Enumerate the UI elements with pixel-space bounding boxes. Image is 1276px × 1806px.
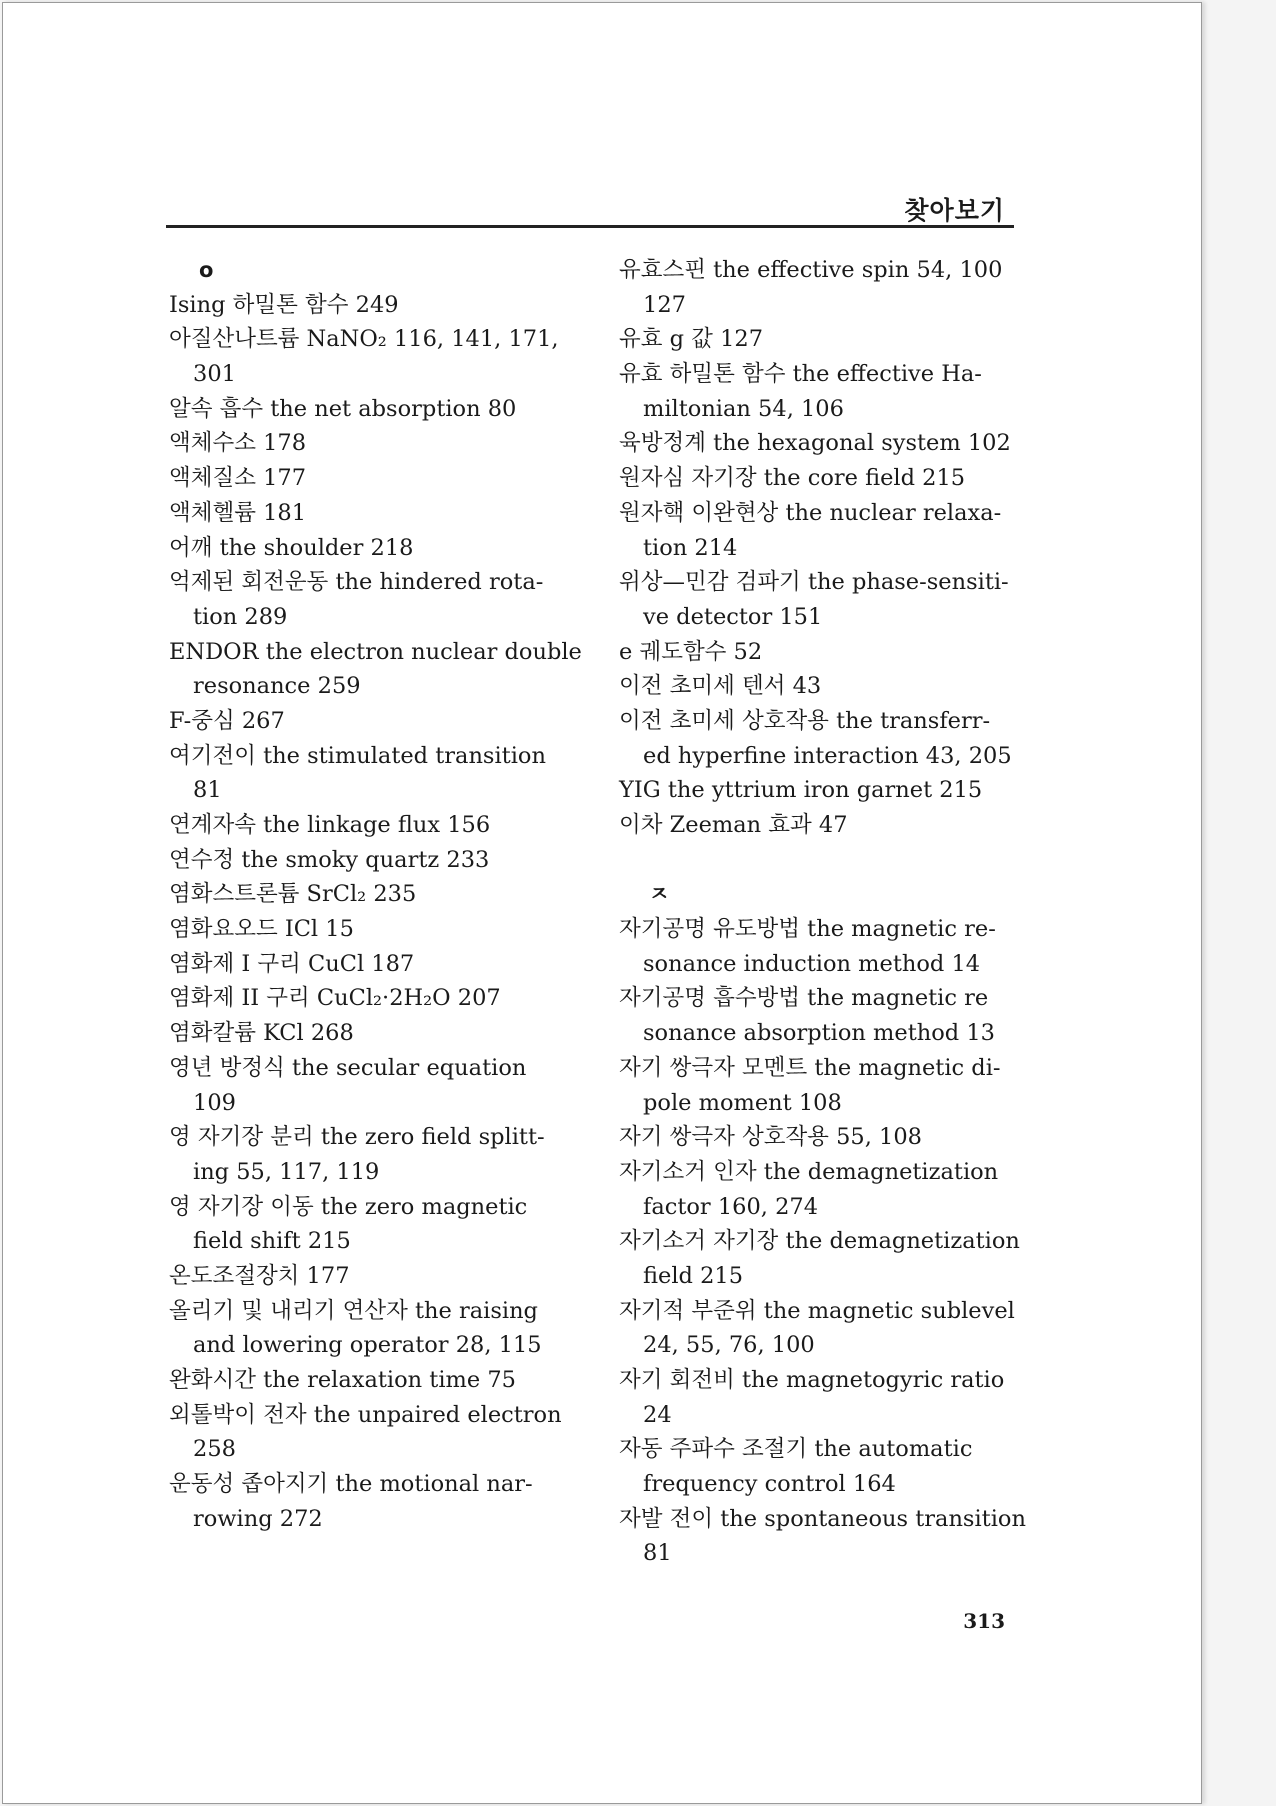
index-entry: 자동 주파수 조절기 the automatic [619, 1436, 973, 1463]
section-letter: o [199, 258, 214, 282]
index-entry: F-중심 267 [169, 707, 285, 734]
index-entry-continuation: ing 55, 117, 119 [193, 1158, 380, 1185]
index-entry: 아질산나트륨 NaNO₂ 116, 141, 171, [169, 326, 559, 353]
index-entry: 유효 하밀톤 함수 the effective Ha- [619, 361, 982, 388]
index-entry: 유효 g 값 127 [619, 326, 764, 353]
index-entry-continuation: 301 [193, 361, 236, 388]
index-entry-continuation: ve detector 151 [643, 603, 823, 630]
running-head: 찾아보기 [904, 196, 1005, 225]
index-entry: 염화제 I 구리 CuCl 187 [169, 950, 415, 977]
index-entry: Ising 하밀톤 함수 249 [169, 291, 399, 318]
section-gap [619, 843, 1031, 878]
index-entry-continuation: 24 [643, 1401, 672, 1428]
index-entry: 염화칼륨 KCl 268 [169, 1020, 354, 1047]
index-entry-continuation: 24, 55, 76, 100 [643, 1332, 815, 1359]
index-entry: 영 자기장 이동 the zero magnetic [169, 1193, 528, 1220]
index-entry: 액체헬륨 181 [169, 499, 307, 526]
index-entry: 운동성 좁아지기 the motional nar- [169, 1471, 533, 1498]
index-entry-continuation: field 215 [643, 1262, 744, 1289]
index-entry: e 궤도함수 52 [619, 638, 763, 665]
index-column-right [619, 253, 1031, 1571]
index-entry: 자기소거 자기장 the demagnetization [619, 1228, 1020, 1255]
index-entry-continuation: frequency control 164 [643, 1471, 896, 1498]
index-entry: 자기 쌍극자 모멘트 the magnetic di- [619, 1054, 1001, 1081]
page-number: 313 [963, 1609, 1005, 1633]
header-rule [166, 225, 1014, 228]
index-entry-continuation: rowing 272 [193, 1505, 323, 1532]
index-entry: 자기소거 인자 the demagnetization [619, 1158, 999, 1185]
index-entry: ENDOR the electron nuclear double [169, 638, 582, 665]
index-entry-continuation: field shift 215 [193, 1228, 351, 1255]
index-entry: 자기공명 유도방법 the magnetic re- [619, 916, 996, 943]
index-entry-continuation: pole moment 108 [643, 1089, 842, 1116]
index-entry: 여기전이 the stimulated transition [169, 742, 546, 769]
index-entry: 이전 초미세 상호작용 the transferr- [619, 707, 991, 734]
index-entry-continuation: and lowering operator 28, 115 [193, 1332, 542, 1359]
index-entry-continuation: 109 [193, 1089, 236, 1116]
index-entry: 자기공명 흡수방법 the magnetic re [619, 985, 989, 1012]
index-entry-continuation: miltonian 54, 106 [643, 395, 844, 422]
index-entry: YIG the yttrium iron garnet 215 [619, 777, 983, 804]
index-entry: 어깨 the shoulder 218 [169, 534, 414, 561]
index-entry: 억제된 회전운동 the hindered rota- [169, 569, 544, 596]
index-entry-continuation: sonance absorption method 13 [643, 1020, 995, 1047]
section-letter: ㅈ [649, 882, 670, 907]
index-entry: 유효스핀 the effective spin 54, 100 [619, 257, 1003, 283]
index-entry-continuation: resonance 259 [193, 673, 361, 700]
index-entry: 원자핵 이완현상 the nuclear relaxa- [619, 499, 1002, 526]
index-entry: 온도조절장치 177 [169, 1262, 350, 1289]
index-entry: 이전 초미세 텐서 43 [619, 673, 822, 700]
index-column-left [169, 253, 582, 1536]
index-entry-continuation: factor 160, 274 [643, 1193, 819, 1220]
index-entry: 완화시간 the relaxation time 75 [169, 1367, 516, 1393]
index-entry-continuation: 81 [643, 1540, 672, 1567]
index-entry: 위상—민감 검파기 the phase-sensiti- [619, 569, 1009, 596]
index-entry: 영 자기장 분리 the zero field splitt- [169, 1124, 545, 1151]
index-entry-continuation: tion 289 [193, 603, 288, 630]
index-entry: 액체질소 177 [169, 465, 307, 492]
index-entry-continuation: tion 214 [643, 534, 738, 561]
index-entry: 올리기 및 내리기 연산자 the raising [169, 1297, 538, 1324]
index-entry: 염화스트론튬 SrCl₂ 235 [169, 881, 417, 908]
index-entry: 외톨박이 전자 the unpaired electron [169, 1401, 562, 1428]
index-entry: 자기 쌍극자 상호작용 55, 108 [619, 1124, 922, 1151]
index-entry: 연수정 the smoky quartz 233 [169, 846, 490, 873]
index-entry-continuation: 81 [193, 777, 222, 804]
index-entry: 자기적 부준위 the magnetic sublevel [619, 1297, 1015, 1324]
index-entry-continuation: 258 [193, 1436, 236, 1463]
index-entry: 이차 Zeeman 효과 47 [619, 812, 848, 838]
index-entry: 자발 전이 the spontaneous transition [619, 1505, 1026, 1532]
index-entry: 연계자속 the linkage flux 156 [169, 812, 491, 838]
index-entry-continuation: 127 [643, 291, 686, 318]
book-page [2, 2, 1202, 1804]
index-entry: 염화제 II 구리 CuCl₂·2H₂O 207 [169, 985, 501, 1012]
index-entry-continuation: sonance induction method 14 [643, 950, 981, 977]
index-entry-continuation: ed hyperfine interaction 43, 205 [643, 742, 1012, 769]
index-entry: 자기 회전비 the magnetogyric ratio [619, 1367, 1005, 1393]
index-entry: 영년 방정식 the secular equation [169, 1054, 527, 1081]
index-entry: 육방정계 the hexagonal system 102 [619, 430, 1011, 457]
index-entry: 염화요오드 ICl 15 [169, 916, 354, 943]
index-entry: 알속 흡수 the net absorption 80 [169, 395, 517, 422]
index-entry: 액체수소 178 [169, 430, 307, 457]
index-entry: 원자심 자기장 the core field 215 [619, 465, 966, 492]
